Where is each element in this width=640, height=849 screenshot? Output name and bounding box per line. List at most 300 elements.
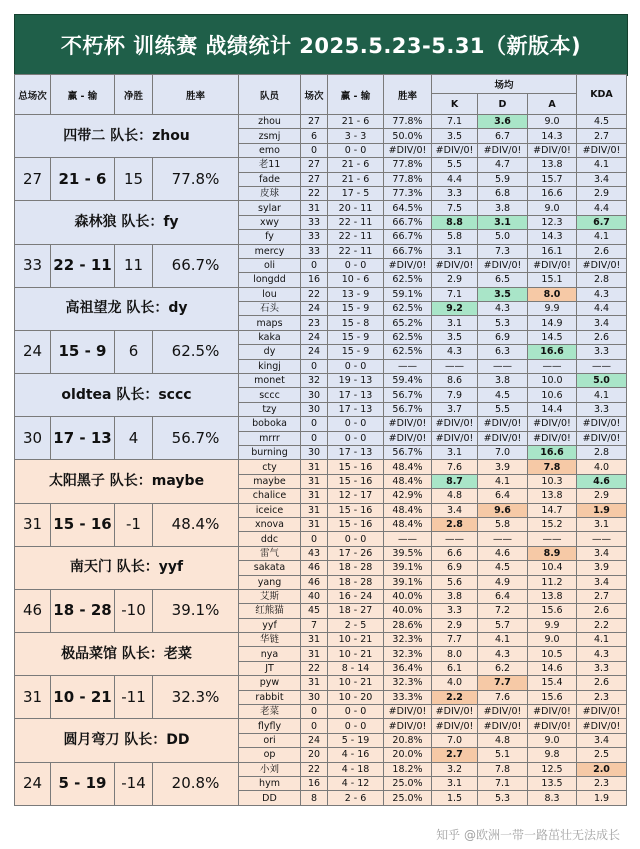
player-games: 33 [301, 215, 328, 229]
player-d: 3.9 [478, 460, 528, 474]
player-games: 30 [301, 690, 328, 704]
header-games: 场次 [301, 75, 328, 115]
player-win-loss: 16 - 24 [328, 589, 384, 603]
player-win-loss: 0 - 0 [328, 417, 384, 431]
player-k: 8.8 [432, 215, 478, 229]
player-win-loss: 3 - 3 [328, 129, 384, 143]
player-row [15, 762, 627, 776]
player-kda: —— [577, 532, 627, 546]
player-d: 5.8 [478, 517, 528, 531]
player-k: 3.1 [432, 244, 478, 258]
player-games: 31 [301, 460, 328, 474]
player-kda: 2.6 [577, 330, 627, 344]
player-win-rate: 39.1% [384, 561, 432, 575]
player-win-loss: 22 - 11 [328, 230, 384, 244]
player-a: 10.0 [528, 374, 577, 388]
player-a: 12.3 [528, 215, 577, 229]
player-a: 9.9 [528, 618, 577, 632]
header-a: A [528, 94, 577, 115]
player-win-loss: 2 - 5 [328, 618, 384, 632]
player-a: 16.6 [528, 186, 577, 200]
player-a: 14.7 [528, 503, 577, 517]
player-d: 7.6 [478, 690, 528, 704]
player-a: 14.9 [528, 316, 577, 330]
team-total-games: 46 [15, 589, 51, 632]
header-player-win-rate: 胜率 [384, 75, 432, 115]
player-name: yang [239, 575, 301, 589]
player-win-loss: 21 - 6 [328, 115, 384, 129]
player-win-rate: #DIV/0! [384, 705, 432, 719]
player-name: 小刘 [239, 762, 301, 776]
player-k: 7.7 [432, 633, 478, 647]
player-row [15, 158, 627, 172]
player-name: zsmj [239, 129, 301, 143]
player-a: 16.6 [528, 345, 577, 359]
team-name: 高祖望龙 队长：dy [15, 287, 239, 330]
player-kda: 2.2 [577, 618, 627, 632]
player-a: 13.8 [528, 589, 577, 603]
player-d: 5.0 [478, 230, 528, 244]
player-d: 5.5 [478, 402, 528, 416]
player-win-loss: 17 - 5 [328, 186, 384, 200]
player-k: 5.5 [432, 158, 478, 172]
player-kda: 3.4 [577, 575, 627, 589]
player-name: 艾斯 [239, 589, 301, 603]
player-d: —— [478, 359, 528, 373]
player-games: 16 [301, 273, 328, 287]
player-games: 30 [301, 402, 328, 416]
player-name: 老11 [239, 158, 301, 172]
player-name: boboka [239, 417, 301, 431]
player-win-rate: 33.3% [384, 690, 432, 704]
player-win-rate: 62.5% [384, 302, 432, 316]
player-k: 4.8 [432, 489, 478, 503]
player-d: #DIV/0! [478, 431, 528, 445]
player-win-rate: 59.4% [384, 374, 432, 388]
player-a: 9.0 [528, 733, 577, 747]
player-games: 32 [301, 374, 328, 388]
player-a: 15.2 [528, 517, 577, 531]
player-kda: 3.3 [577, 345, 627, 359]
player-row [15, 719, 627, 733]
player-row [15, 287, 627, 301]
player-kda: 3.4 [577, 172, 627, 186]
player-a: 15.1 [528, 273, 577, 287]
player-win-loss: 18 - 28 [328, 561, 384, 575]
team-net-win: 11 [115, 244, 153, 287]
team-net-win: 6 [115, 330, 153, 373]
player-win-rate: 56.7% [384, 445, 432, 459]
player-d: 7.1 [478, 776, 528, 790]
player-d: 7.8 [478, 762, 528, 776]
player-a: 10.3 [528, 474, 577, 488]
player-kda: 2.9 [577, 489, 627, 503]
player-win-loss: 13 - 9 [328, 287, 384, 301]
player-win-rate: 62.5% [384, 345, 432, 359]
player-a: 11.2 [528, 575, 577, 589]
player-win-loss: 17 - 13 [328, 402, 384, 416]
player-kda: 3.4 [577, 733, 627, 747]
player-win-loss: 4 - 18 [328, 762, 384, 776]
player-d: 6.3 [478, 345, 528, 359]
player-name: sylar [239, 201, 301, 215]
player-name: lou [239, 287, 301, 301]
player-kda: 3.3 [577, 402, 627, 416]
player-games: 45 [301, 604, 328, 618]
player-kda: 2.6 [577, 676, 627, 690]
team-net-win: 4 [115, 417, 153, 460]
player-name: 红熊猫 [239, 604, 301, 618]
player-kda: 4.6 [577, 474, 627, 488]
player-games: 31 [301, 676, 328, 690]
player-win-rate: 20.0% [384, 748, 432, 762]
player-d: 3.6 [478, 115, 528, 129]
player-win-loss: 4 - 16 [328, 748, 384, 762]
player-row [15, 115, 627, 129]
player-d: 5.9 [478, 172, 528, 186]
player-win-rate: 39.1% [384, 575, 432, 589]
player-win-rate: 66.7% [384, 244, 432, 258]
player-d: 5.1 [478, 748, 528, 762]
player-win-rate: 77.8% [384, 158, 432, 172]
player-kda: 6.7 [577, 215, 627, 229]
team-total-games: 24 [15, 762, 51, 805]
player-kda: 2.8 [577, 445, 627, 459]
player-k: 8.7 [432, 474, 478, 488]
player-win-loss: 19 - 13 [328, 374, 384, 388]
player-name: flyfly [239, 719, 301, 733]
player-row [15, 374, 627, 388]
player-name: yyf [239, 618, 301, 632]
player-games: 31 [301, 633, 328, 647]
header-win-loss: 赢 - 输 [51, 75, 115, 115]
player-d: 4.3 [478, 302, 528, 316]
player-kda: 2.9 [577, 186, 627, 200]
player-win-rate: 42.9% [384, 489, 432, 503]
player-games: 7 [301, 618, 328, 632]
player-win-rate: 56.7% [384, 388, 432, 402]
team-win-loss: 15 - 16 [51, 503, 115, 546]
player-name: zhou [239, 115, 301, 129]
player-win-rate: 32.3% [384, 676, 432, 690]
player-name: xwy [239, 215, 301, 229]
player-d: 3.8 [478, 374, 528, 388]
player-d: 6.8 [478, 186, 528, 200]
player-k: 7.6 [432, 460, 478, 474]
player-kda: 2.6 [577, 244, 627, 258]
player-kda: 4.3 [577, 287, 627, 301]
player-win-rate: #DIV/0! [384, 719, 432, 733]
player-win-loss: 10 - 21 [328, 633, 384, 647]
player-name: fade [239, 172, 301, 186]
player-win-loss: 15 - 9 [328, 345, 384, 359]
player-win-rate: 64.5% [384, 201, 432, 215]
player-games: 46 [301, 561, 328, 575]
team-win-rate: 32.3% [153, 676, 239, 719]
player-a: 16.1 [528, 244, 577, 258]
player-name: JT [239, 661, 301, 675]
header-d: D [478, 94, 528, 115]
player-d: 6.9 [478, 330, 528, 344]
player-kda: 2.7 [577, 129, 627, 143]
player-k: 3.5 [432, 129, 478, 143]
player-k: 5.8 [432, 230, 478, 244]
player-row [15, 633, 627, 647]
player-k: 3.1 [432, 316, 478, 330]
player-games: 0 [301, 532, 328, 546]
player-a: #DIV/0! [528, 417, 577, 431]
player-name: op [239, 748, 301, 762]
player-k: 8.6 [432, 374, 478, 388]
player-k: #DIV/0! [432, 431, 478, 445]
player-games: 22 [301, 661, 328, 675]
player-d: 4.3 [478, 647, 528, 661]
player-win-loss: 10 - 21 [328, 676, 384, 690]
player-win-rate: 77.8% [384, 172, 432, 186]
player-row [15, 417, 627, 431]
team-total-games: 24 [15, 330, 51, 373]
player-kda: #DIV/0! [577, 417, 627, 431]
player-d: #DIV/0! [478, 417, 528, 431]
header-player-win-loss: 赢 - 输 [328, 75, 384, 115]
player-name: kingj [239, 359, 301, 373]
player-win-loss: 4 - 12 [328, 776, 384, 790]
player-win-loss: 0 - 0 [328, 143, 384, 157]
player-win-rate: #DIV/0! [384, 258, 432, 272]
team-name: 南天门 队长：yyf [15, 546, 239, 589]
team-net-win: -1 [115, 503, 153, 546]
player-kda: 4.3 [577, 647, 627, 661]
player-k: 3.3 [432, 604, 478, 618]
player-a: 9.8 [528, 748, 577, 762]
player-kda: 2.3 [577, 776, 627, 790]
player-a: 10.4 [528, 561, 577, 575]
player-a: 14.5 [528, 330, 577, 344]
player-kda: 3.3 [577, 661, 627, 675]
player-k: —— [432, 359, 478, 373]
player-d: 4.1 [478, 633, 528, 647]
player-a: 8.3 [528, 791, 577, 805]
team-net-win: -10 [115, 589, 153, 632]
player-win-loss: 22 - 11 [328, 244, 384, 258]
player-row [15, 503, 627, 517]
player-name: DD [239, 791, 301, 805]
player-kda: 4.1 [577, 230, 627, 244]
player-win-loss: 15 - 9 [328, 330, 384, 344]
player-name: maps [239, 316, 301, 330]
team-name: 四带二 队长：zhou [15, 115, 239, 158]
player-win-rate: 18.2% [384, 762, 432, 776]
player-d: 7.7 [478, 676, 528, 690]
player-kda: 4.4 [577, 201, 627, 215]
player-name: maybe [239, 474, 301, 488]
player-row [15, 244, 627, 258]
player-k: 9.2 [432, 302, 478, 316]
player-row [15, 546, 627, 560]
player-win-rate: 48.4% [384, 517, 432, 531]
player-kda: 2.0 [577, 762, 627, 776]
player-d: 7.3 [478, 244, 528, 258]
player-a: 8.0 [528, 287, 577, 301]
player-win-loss: 20 - 11 [328, 201, 384, 215]
team-win-loss: 22 - 11 [51, 244, 115, 287]
player-win-rate: #DIV/0! [384, 417, 432, 431]
player-win-rate: 59.1% [384, 287, 432, 301]
player-kda: 3.9 [577, 561, 627, 575]
player-games: 24 [301, 302, 328, 316]
player-win-rate: #DIV/0! [384, 143, 432, 157]
player-k: 6.1 [432, 661, 478, 675]
player-k: #DIV/0! [432, 705, 478, 719]
player-games: 8 [301, 791, 328, 805]
player-win-loss: 2 - 6 [328, 791, 384, 805]
player-kda: —— [577, 359, 627, 373]
player-k: 6.6 [432, 546, 478, 560]
player-games: 0 [301, 143, 328, 157]
player-a: 14.6 [528, 661, 577, 675]
player-win-rate: 32.3% [384, 647, 432, 661]
player-win-rate: 48.4% [384, 460, 432, 474]
player-d: 3.8 [478, 201, 528, 215]
team-win-loss: 15 - 9 [51, 330, 115, 373]
team-name: 极品菜馆 队长：老菜 [15, 633, 239, 676]
player-name: kaka [239, 330, 301, 344]
player-win-rate: 62.5% [384, 273, 432, 287]
player-name: sccc [239, 388, 301, 402]
player-win-loss: 10 - 6 [328, 273, 384, 287]
player-win-rate: #DIV/0! [384, 431, 432, 445]
player-d: 4.1 [478, 474, 528, 488]
player-a: —— [528, 359, 577, 373]
player-a: 9.0 [528, 115, 577, 129]
stats-table [14, 74, 627, 806]
header-total-games: 总场次 [15, 75, 51, 115]
team-total-games: 31 [15, 503, 51, 546]
team-win-loss: 5 - 19 [51, 762, 115, 805]
player-name: 雷气 [239, 546, 301, 560]
player-games: 31 [301, 201, 328, 215]
player-row [15, 460, 627, 474]
player-k: 1.5 [432, 791, 478, 805]
team-win-loss: 21 - 6 [51, 158, 115, 201]
player-name: rabbit [239, 690, 301, 704]
player-a: 9.9 [528, 302, 577, 316]
player-d: #DIV/0! [478, 258, 528, 272]
watermark: 知乎 @欧洲一带一路茁壮无法成长 [436, 828, 620, 842]
player-games: 43 [301, 546, 328, 560]
player-row [15, 201, 627, 215]
player-win-rate: 77.8% [384, 115, 432, 129]
header-player: 队员 [239, 75, 301, 115]
player-win-rate: 20.8% [384, 733, 432, 747]
player-a: 10.5 [528, 647, 577, 661]
player-win-loss: 17 - 13 [328, 445, 384, 459]
player-k: 4.0 [432, 676, 478, 690]
header-row-1 [15, 75, 627, 94]
team-win-rate: 56.7% [153, 417, 239, 460]
player-name: emo [239, 143, 301, 157]
player-a: 15.6 [528, 690, 577, 704]
player-k: 4.3 [432, 345, 478, 359]
header-net-win: 净胜 [115, 75, 153, 115]
player-k: 7.5 [432, 201, 478, 215]
player-games: 31 [301, 489, 328, 503]
player-win-rate: 28.6% [384, 618, 432, 632]
player-games: 24 [301, 733, 328, 747]
player-win-rate: 40.0% [384, 589, 432, 603]
player-win-rate: 39.5% [384, 546, 432, 560]
player-kda: 2.3 [577, 690, 627, 704]
player-a: 15.4 [528, 676, 577, 690]
player-name: ddc [239, 532, 301, 546]
player-games: 27 [301, 158, 328, 172]
player-d: 6.5 [478, 273, 528, 287]
player-win-rate: 48.4% [384, 503, 432, 517]
player-games: 0 [301, 417, 328, 431]
player-a: 12.5 [528, 762, 577, 776]
player-kda: 3.4 [577, 546, 627, 560]
player-k: #DIV/0! [432, 143, 478, 157]
player-a: 13.5 [528, 776, 577, 790]
player-games: 31 [301, 647, 328, 661]
player-name: monet [239, 374, 301, 388]
team-win-rate: 62.5% [153, 330, 239, 373]
player-win-loss: 17 - 26 [328, 546, 384, 560]
player-d: 5.3 [478, 791, 528, 805]
player-win-loss: 15 - 8 [328, 316, 384, 330]
player-a: #DIV/0! [528, 258, 577, 272]
player-games: 46 [301, 575, 328, 589]
team-name: oldtea 队长：sccc [15, 374, 239, 417]
player-k: 3.8 [432, 589, 478, 603]
player-k: 7.0 [432, 733, 478, 747]
player-games: 30 [301, 388, 328, 402]
player-k: #DIV/0! [432, 417, 478, 431]
player-a: 16.6 [528, 445, 577, 459]
player-win-rate: 62.5% [384, 330, 432, 344]
player-a: #DIV/0! [528, 431, 577, 445]
player-win-loss: 18 - 27 [328, 604, 384, 618]
player-a: 15.6 [528, 604, 577, 618]
team-net-win: 15 [115, 158, 153, 201]
player-win-rate: 32.3% [384, 633, 432, 647]
team-total-games: 31 [15, 676, 51, 719]
player-win-rate: —— [384, 532, 432, 546]
player-k: 3.1 [432, 776, 478, 790]
player-games: 33 [301, 230, 328, 244]
team-name: 太阳黑子 队长：maybe [15, 460, 239, 503]
player-d: —— [478, 532, 528, 546]
player-d: 5.7 [478, 618, 528, 632]
player-name: oli [239, 258, 301, 272]
player-kda: 2.8 [577, 273, 627, 287]
player-kda: 2.5 [577, 748, 627, 762]
player-k: 2.9 [432, 618, 478, 632]
player-k: 3.2 [432, 762, 478, 776]
player-k: 3.5 [432, 330, 478, 344]
player-kda: 4.0 [577, 460, 627, 474]
team-net-win: -14 [115, 762, 153, 805]
player-win-loss: 21 - 6 [328, 158, 384, 172]
player-name: tzy [239, 402, 301, 416]
player-k: 3.3 [432, 186, 478, 200]
player-win-loss: 8 - 14 [328, 661, 384, 675]
header-average: 场均 [432, 75, 577, 94]
player-win-loss: 18 - 28 [328, 575, 384, 589]
team-total-games: 27 [15, 158, 51, 201]
player-win-loss: 0 - 0 [328, 719, 384, 733]
player-games: 40 [301, 589, 328, 603]
